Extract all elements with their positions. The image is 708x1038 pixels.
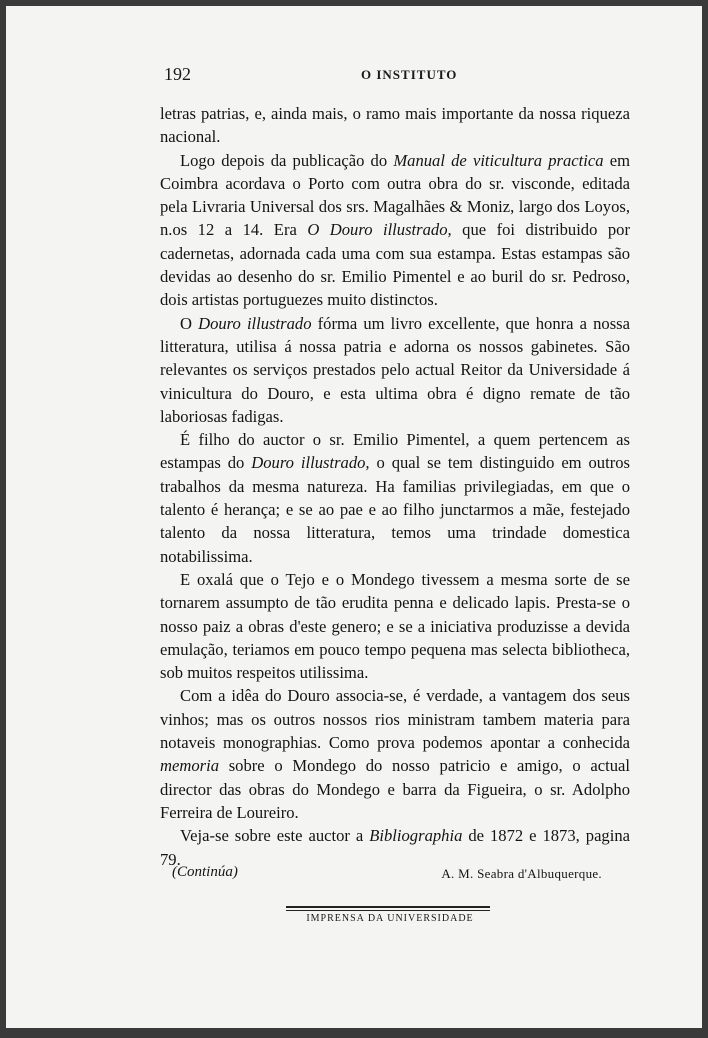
body-text [160,102,630,871]
paragraph: Veja-se sobre este auctor a Bibliographia de 1872 e 1873, pagina 79. [160,826,631,869]
paragraph: Logo depois da publicação do Manual de viticultura practica em Coimbra acordava o Porto com outra obra do sr. visconde, editada pela Livraria Universal dos srs. Magalhães & Moniz, largo dos Loyos, n.os 12 a 14. Era O Douro illustrado, que foi distribuido por cadernetas, adornada cada uma com sua estampa. Estas estampas são devidas ao desenho do sr. Emilio Pimentel e ao buril do sr. Pedroso, dois artistas portuguezes muito distinctos. [160,150,631,310]
document-page [6,6,702,1028]
running-head: O INSTITUTO [361,67,458,82]
paragraph: É filho do auctor o sr. Emilio Pimentel, a quem pertencem as estampas do Douro illustrado, o qual se tem distinguido em outros trabalhos da mesma natureza. Ha familias privilegiadas, em que o talento é herança; e se ao pae e ao filho junctarmos a mãe, festejado talento da nossa litteratura, temos uma trindade domestica notabilissima. [160,430,630,566]
book-title: Bibliographia [369,826,463,846]
imprint: IMPRENSA DA UNIVERSIDADE [306,913,474,924]
author-signature: A. M. Seabra d'Albuquerque. [441,866,602,881]
paragraph: Com a idêa do Douro associa-se, é verdade, a vantagem dos seus vinhos; mas os outros nossos rios ministram tambem materia para notaveis monographias. Como prova podemos apontar a conhecida memoria sobre o Mondego do nosso patricio e amigo, o actual director das obras do Mondego e barra da Figueira, o sr. Adolpho Ferreira de Loureiro. [160,686,630,822]
double-rule-bottom [286,910,490,911]
book-title: Douro illustrado, [251,453,370,473]
page-header [6,64,702,88]
book-title: memoria [160,756,219,776]
paragraph: letras patrias, e, ainda mais, o ramo mais importante da nossa riqueza nacional. [160,104,630,147]
page-number: 192 [164,64,191,84]
book-title: Manual de viticultura practica [393,150,604,170]
paragraph: O Douro illustrado fórma um livro excellente, que honra a nossa litteratura, utilisa á nossa patria e adorna os nossos gabinetes. São relevantes os serviços prestados pelo actual Reitor da Universidade á vinicultura do Douro, e esta ultima obra é digno remate de tão laboriosas fadigas. [160,313,630,426]
continued-note: (Continúa) [172,864,238,880]
signature-row [172,864,632,888]
double-rule-top [286,906,490,908]
paragraph: E oxalá que o Tejo e o Mondego tivessem a mesma sorte de se tornarem assumpto de tão erudita penna e delicado lapis. Presta-se o nosso paiz a obras d'este genero; e se a iniciativa produzisse a devida emulação, teriamos em pouco tempo pequena mas selecta bibliotheca, sob muitos respeitos utilissima. [160,569,630,683]
book-title: Douro illustrado [198,313,312,333]
book-title: O Douro illustrado, [307,220,452,240]
